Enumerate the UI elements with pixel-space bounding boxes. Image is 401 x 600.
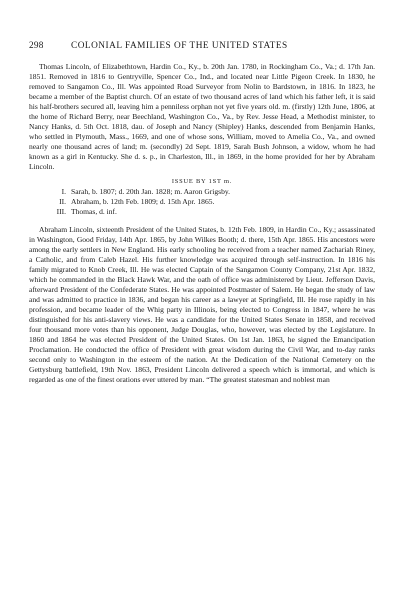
- issue-item-number: I.: [61, 187, 66, 196]
- page-header: [29, 40, 375, 54]
- page-number: 298: [29, 41, 44, 51]
- issue-heading: ISSUE BY 1ST m.: [171, 178, 233, 185]
- issue-item-text: Sarah, b. 1807; d. 20th Jan. 1828; m. Aaron Grigsby.: [71, 187, 231, 196]
- issue-item-text: Abraham, b. 12th Feb. 1809; d. 15th Apr. 1865.: [71, 197, 215, 206]
- running-title: COLONIAL FAMILIES OF THE UNITED STATES: [71, 41, 288, 51]
- issue-list: [29, 187, 375, 217]
- paragraph-abraham-lincoln: Abraham Lincoln, sixteenth President of the United States, b. 12th Feb. 1809, in Hardin Co., Ky.; assassinated in Washington, Good Friday, 14th Apr. 1865, by John Wilkes Booth; d. there, 15th Apr. 1865. His ancestors were among the early settlers in New England. His early schooling he received from a teacher named Zachariah Riney, a Catholic, and from Caleb Hazel. His further knowledge was acquired through self-instruction. In 1816 his family migrated to Knob Creek, Ill. He was elected Captain of the Sangamon County Company, 21st Apr. 1832, which he commanded in the Black Hawk War, and the oath of office was administered by Lieut. Jefferson Davis, afterward President of the Confederate States. He was appointed Postmaster of Salem. He began the study of law and was admitted to practice in 1836, and began his career as a lawyer at Springfield, Ill. He rose rapidly in his profession, and became leader of the Whig party in Illinois, being elected to Congress in 1847, where he was distinguished for his anti-slavery views. He was a candidate for the United States Senate in 1858, and received four thousand more votes than his opponent, Judge Douglas, who, however, was elected by the Legislature. In 1860 and 1864 he was elected President of the United States. On 1st Jan. 1863, he signed the Emancipation Proclamation. He conducted the office of President with great wisdom during the Civil War, and to-day ranks second only to Washington in the esteem of the nation. At the Dedication of the National Cemetery on the Gettysburg battlefield, 19th Nov. 1863, President Lincoln delivered a speech which is immortal, and which is regarded as one of the finest orations ever uttered by man. “The greatest statesman and noblest man: [29, 225, 375, 384]
- issue-item: [29, 207, 375, 217]
- issue-item-number: III.: [56, 207, 66, 216]
- paragraph-thomas-lincoln: Thomas Lincoln, of Elizabethtown, Hardin Co., Ky., b. 20th Jan. 1780, in Rockingham Co., Va.; d. 17th Jan. 1851. Removed in 1816 to Gentryville, Spencer Co., Ind., and located near Little Pigeon Creek. In 1830, he removed to Sangamon Co., Ill. Was appointed Road Surveyor from Nolin to Bardstown, in 1816. In 1823, he became a member of the Baptist church. Of an estate of two thousand acres of land which his father left, it is said his half-brothers secured all, leaving him a penniless orphan not yet five years old. m. (firstly) 12th June, 1806, at the home of Richard Berry, near Beechland, Washington Co., Va., by Rev. Jesse Head, a Methodist minister, to Nancy Hanks, d. 5th Oct. 1818, dau. of Joseph and Nancy (Shipley) Hanks, descended from Benjamin Hanks, who settled in Plymouth, Mass., 1669, and one of whose sons, William, moved to Amelia Co., Va., and owned nearly one thousand acres of land; m. (secondly) 2d Sept. 1819, Sarah Bush Johnson, a widow, whom he had known as a girl in Kentucky. She d. s. p., in Charleston, Ill., in 1869, in the home provided for her by Abraham Lincoln.: [29, 62, 375, 171]
- issue-item-number: II.: [59, 197, 66, 206]
- issue-item-text: Thomas, d. inf.: [71, 207, 117, 216]
- issue-item: [29, 187, 375, 197]
- book-page: [29, 40, 375, 385]
- issue-item: [29, 197, 375, 207]
